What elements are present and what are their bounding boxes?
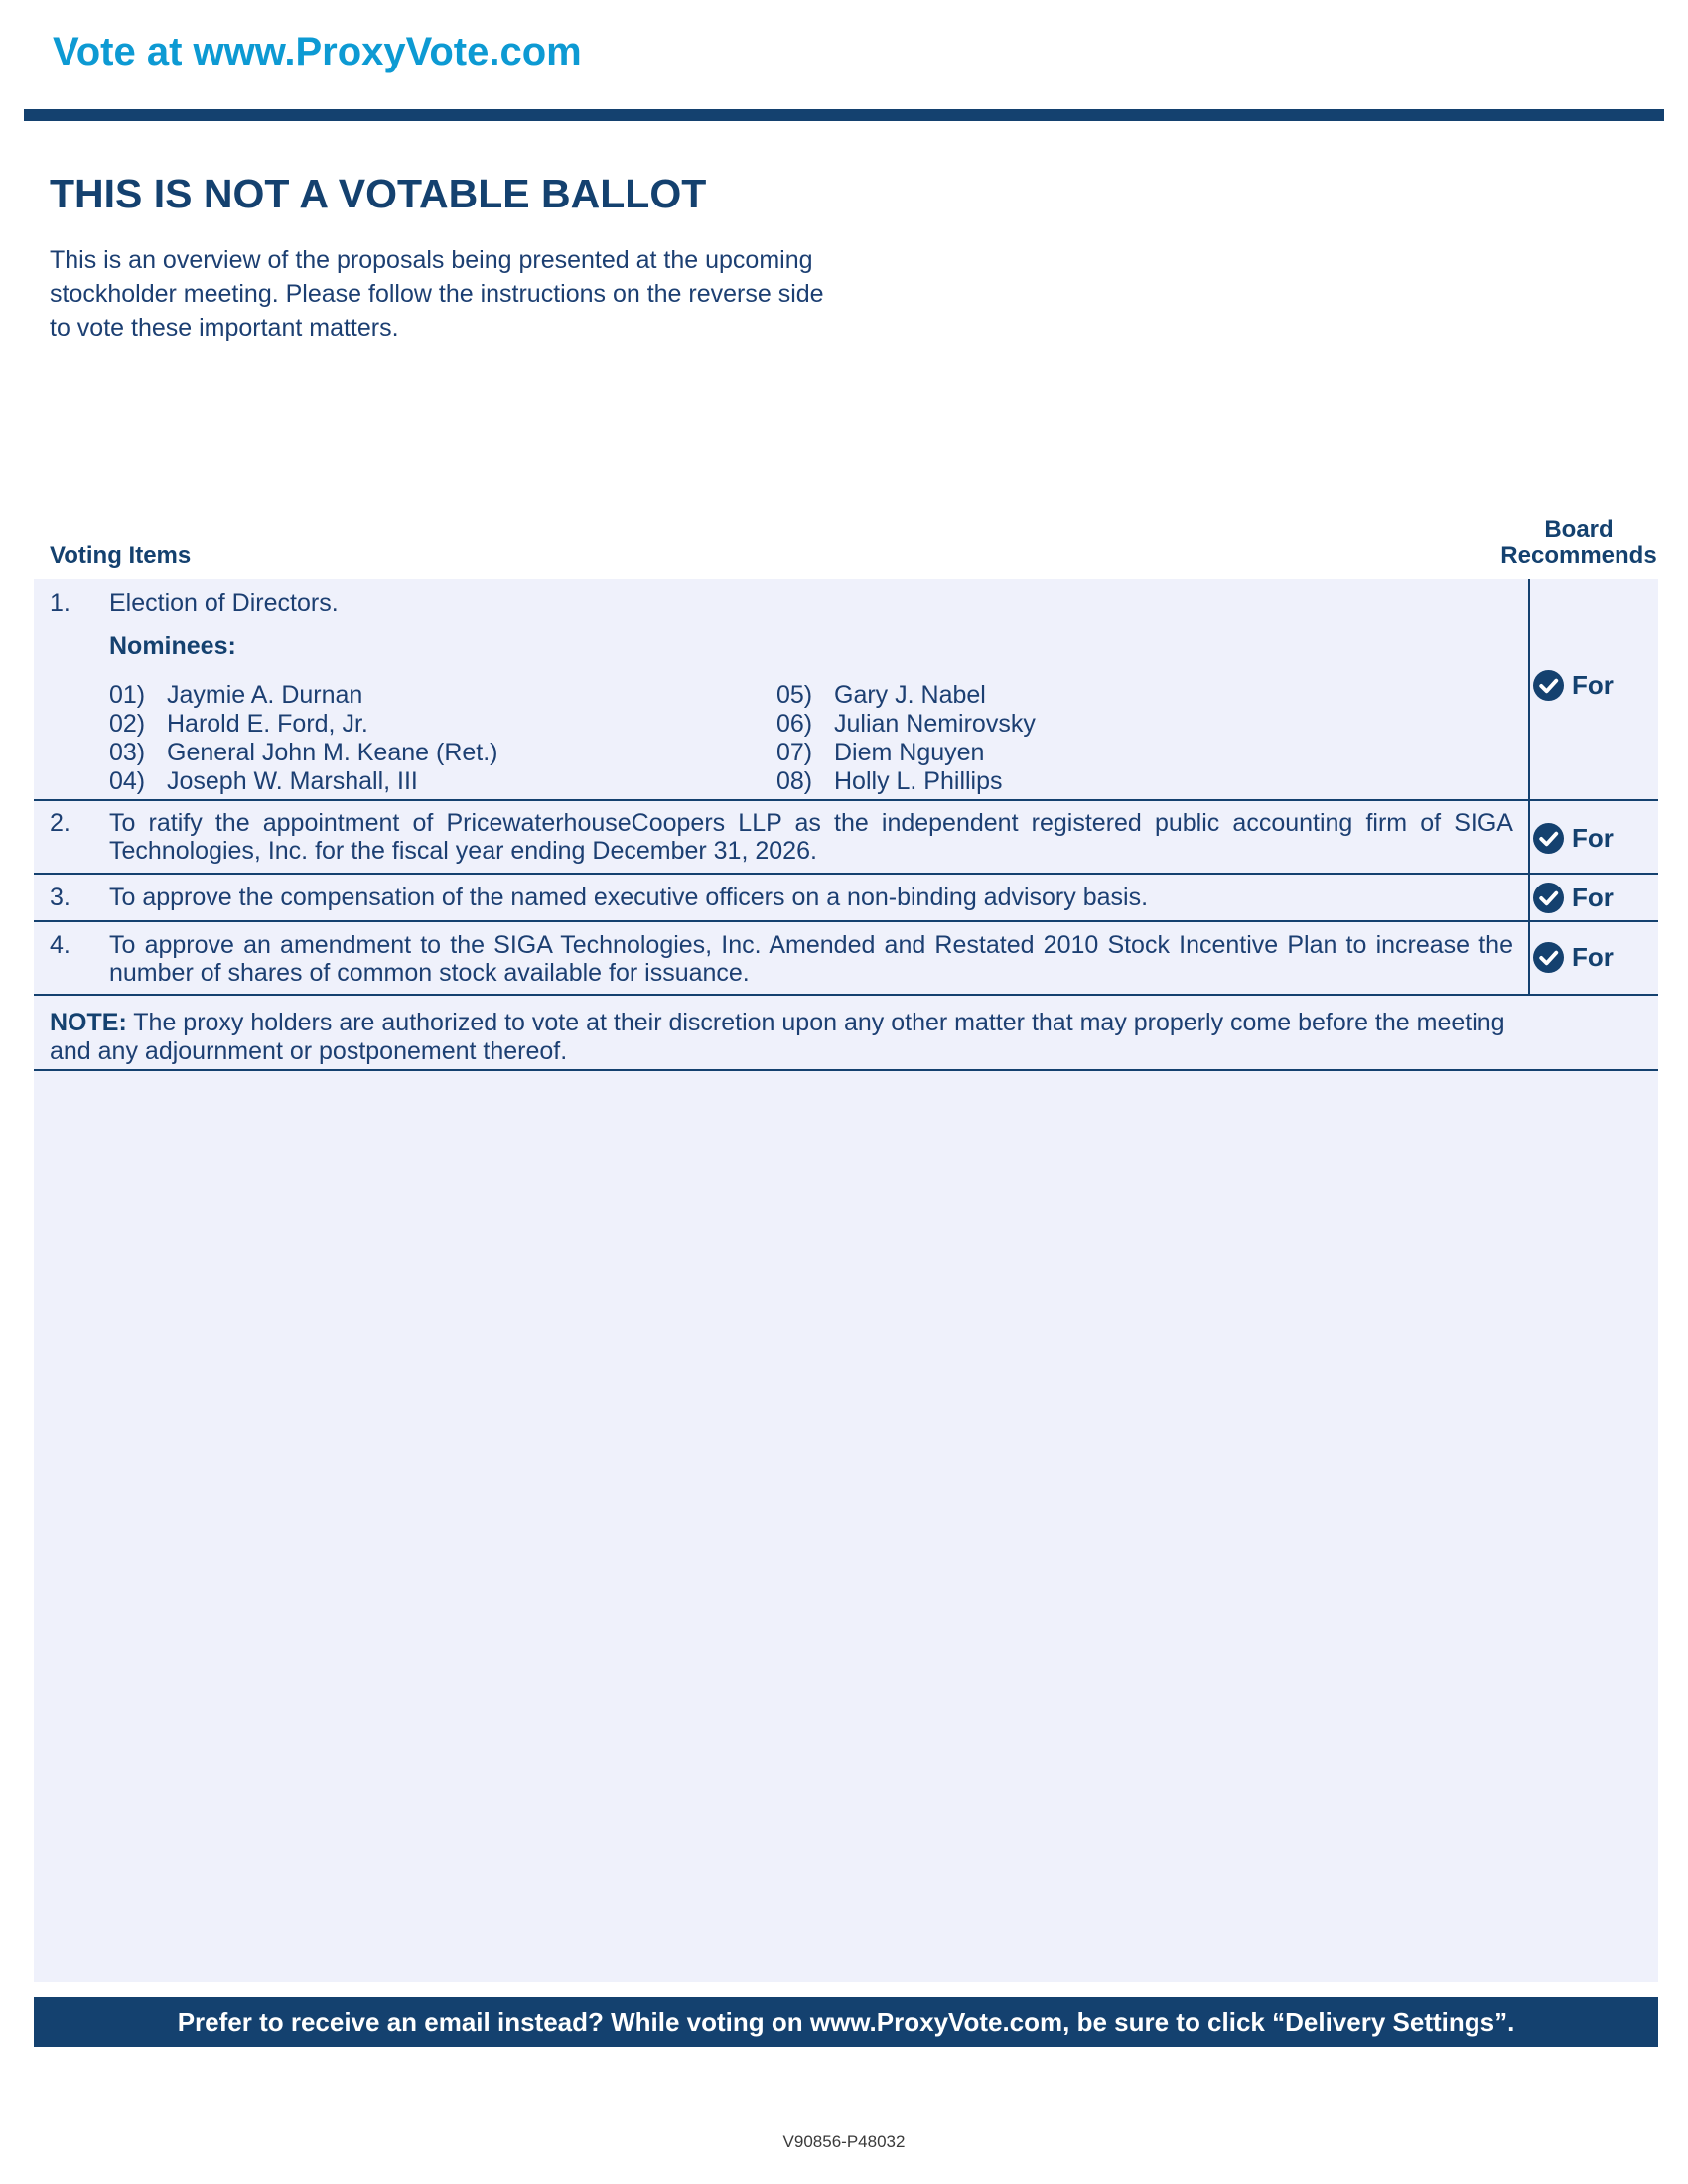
check-circle-icon	[1533, 823, 1564, 854]
item-text: To approve the compensation of the named executive officers on a non-binding advisory basis.	[109, 884, 1149, 911]
item-number: 3.	[50, 884, 70, 911]
nominee-list-left	[109, 681, 498, 796]
check-circle-icon	[1533, 883, 1564, 913]
document-code: V90856-P48032	[782, 2132, 906, 2151]
delivery-settings-banner: Prefer to receive an email instead? While voting on www.ProxyVote.com, be sure to click “Delivery Settings”.	[34, 1997, 1658, 2047]
item-number: 4.	[50, 931, 70, 959]
note-text	[50, 1009, 1513, 1066]
nominee: 07) Diem Nguyen	[776, 739, 985, 766]
recommendation-label: For	[1572, 883, 1614, 912]
recommendation-label: For	[1572, 823, 1614, 853]
item-text: To approve an amendment to the SIGA Technologies, Inc. Amended and Restated 2010 Stock Incentive Plan to increase the number of shares of common stock available for issuance.	[109, 931, 1513, 987]
nominee: 01) Jaymie A. Durnan	[109, 681, 363, 709]
recommendation	[1533, 883, 1614, 913]
row-divider	[1528, 875, 1530, 920]
check-circle-icon	[1533, 942, 1564, 973]
recommendation	[1533, 942, 1614, 973]
nominee: 02) Harold E. Ford, Jr.	[109, 710, 368, 738]
nominee-list-right	[776, 681, 1036, 796]
check-circle-icon	[1533, 670, 1564, 701]
voting-item-3	[34, 875, 1658, 922]
row-divider	[1528, 801, 1530, 873]
note-body: The proxy holders are authorized to vote at their discretion upon any other matter that may properly come before the meeting and any adjournment or postponement thereof.	[50, 1009, 1505, 1065]
recommendation-label: For	[1572, 942, 1614, 972]
voting-items-header: Voting Items	[50, 542, 192, 569]
intro-text: This is an overview of the proposals being presented at the upcoming stockholder meeting. Please follow the instructions on the reverse side to vote these important matters.	[50, 246, 824, 341]
recommendation	[1533, 823, 1614, 854]
note-label: NOTE:	[50, 1009, 127, 1036]
nominee: 04) Joseph W. Marshall, III	[109, 767, 418, 795]
voting-item-1	[34, 579, 1658, 801]
page-title: THIS IS NOT A VOTABLE BALLOT	[50, 171, 707, 216]
board-recommends-header: Board Recommends	[1500, 516, 1657, 569]
recommendation	[1533, 670, 1614, 701]
item-text: Election of Directors.	[109, 589, 339, 616]
row-divider	[1528, 922, 1530, 994]
voting-item-2	[34, 801, 1658, 875]
nominee: 08) Holly L. Phillips	[776, 767, 1003, 795]
item-text: To ratify the appointment of PricewaterhouseCoopers LLP as the independent registered public accounting firm of SIGA Technologies, Inc. for the fiscal year ending December 31, 2026.	[109, 809, 1513, 865]
item-number: 2.	[50, 809, 70, 837]
row-divider	[1528, 579, 1530, 799]
nominees-label: Nominees:	[109, 632, 236, 660]
header-title: Vote at www.ProxyVote.com	[53, 30, 582, 73]
voting-item-4	[34, 922, 1658, 996]
note-row	[34, 996, 1658, 1071]
recommendation-label: For	[1572, 670, 1614, 700]
nominee: 06) Julian Nemirovsky	[776, 710, 1036, 738]
item-number: 1.	[50, 589, 70, 616]
nominee: 05) Gary J. Nabel	[776, 681, 986, 709]
header-rule	[24, 109, 1664, 121]
nominee: 03) General John M. Keane (Ret.)	[109, 739, 498, 766]
